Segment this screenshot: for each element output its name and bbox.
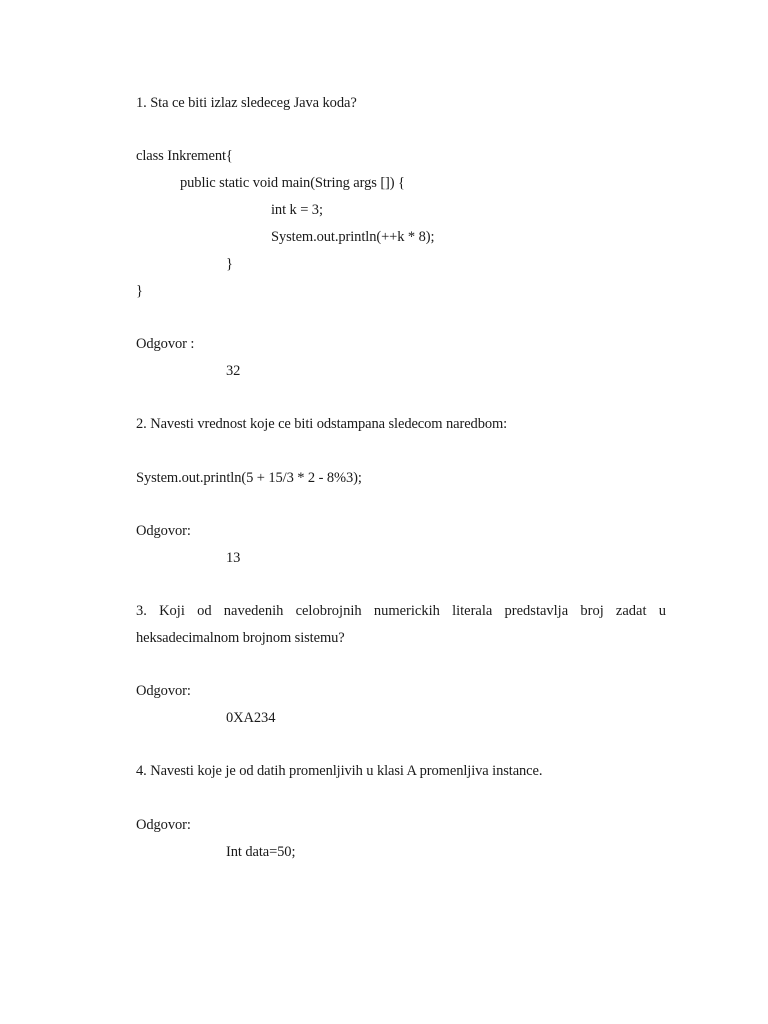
q3-word: navedenih [223,603,284,619]
q1-code-line-1: class Inkrement{ [136,148,233,164]
q1-code-line-3: int k = 3; [271,202,323,218]
q3-word: predstavlja [504,603,569,619]
question-4-text: 4. Navesti koje je od datih promenljivih u klasi A promenljiva instance. [136,763,543,779]
q1-answer: 32 [226,363,241,379]
question-3-line-1 [136,602,666,620]
question-1-text: 1. Sta ce biti izlaz sledeceg Java koda? [136,95,357,111]
q2-code: System.out.println(5 + 15/3 * 2 - 8%3); [136,470,362,486]
q1-code-line-4: System.out.println(++k * 8); [271,229,435,245]
q1-code-line-5: } [226,256,233,272]
q3-word: numerickih [373,603,440,619]
q3-word: literala [452,603,493,619]
q1-code-line-2: public static void main(String args []) { [180,175,405,191]
q3-answer-label: Odgovor: [136,683,191,699]
q1-code-line-6: } [136,283,143,299]
q3-word: celobrojnih [295,603,362,619]
q2-answer-label: Odgovor: [136,523,191,539]
q3-word: Koji [159,603,185,619]
question-3-line-2: heksadecimalnom brojnom sistemu? [136,630,345,646]
q3-word: zadat [615,603,647,619]
q2-answer: 13 [226,550,241,566]
q3-word: broj [580,603,604,619]
q3-word: 3. [136,603,147,619]
question-2-text: 2. Navesti vrednost koje ce biti odstampana sledecom naredbom: [136,416,508,432]
q4-answer: Int data=50; [226,844,296,860]
q1-answer-label: Odgovor : [136,336,195,352]
q3-word: od [197,603,212,619]
q4-answer-label: Odgovor: [136,817,191,833]
q3-answer: 0XA234 [226,710,276,726]
q3-word: u [658,603,666,619]
